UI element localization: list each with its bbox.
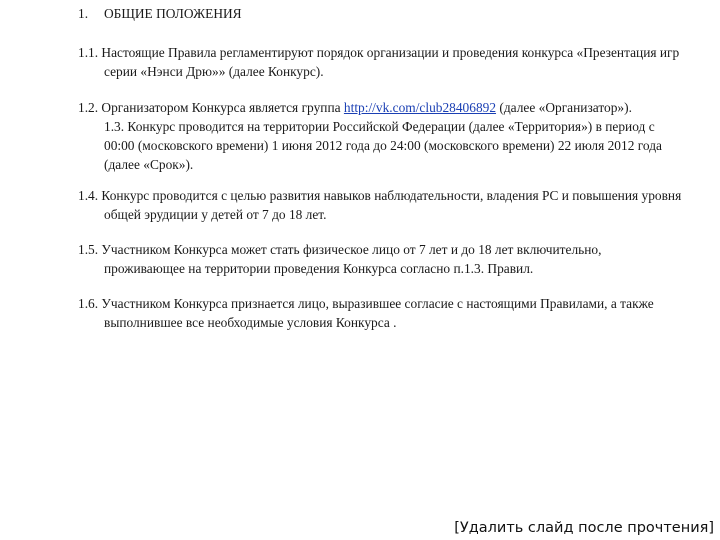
- paragraph-line: 1.6. Участником Конкурса признается лицо, выразившее согласие с настоящими Правилами, а также: [78, 296, 654, 311]
- paragraph-line: выполнившее все необходимые условия Конкурса .: [104, 315, 397, 330]
- paragraph-1-6: [78, 294, 718, 332]
- paragraph-line: 1.1. Настоящие Правила регламентируют порядок организации и проведения конкурса «Презентация игр: [78, 45, 680, 60]
- paragraph-line: 1.3. Конкурс проводится на территории Российской Федерации (далее «Территория») в период с: [104, 119, 655, 134]
- paragraph-line: серии «Нэнси Дрю»» (далее Конкурс).: [104, 64, 324, 79]
- paragraph-line: 1.4. Конкурс проводится с целью развития навыков наблюдательности, владения PC и повышения уровня: [78, 188, 682, 203]
- paragraph-line: 1.5. Участником Конкурса может стать физическое лицо от 7 лет и до 18 лет включительно,: [78, 242, 602, 257]
- vk-group-link[interactable]: http://vk.com/club28406892: [343, 100, 497, 115]
- paragraph-line: 00:00 (московского времени) 1 июня 2012 года до 24:00 (московского времени) 22 июля 2012 года: [104, 138, 662, 153]
- paragraph-1-2: [78, 98, 718, 174]
- paragraph-line: (далее «Срок»).: [104, 157, 194, 172]
- paragraph-1-5: [78, 240, 718, 278]
- delete-slide-note: [Удалить слайд после прочтения]: [454, 520, 714, 536]
- paragraph-line: [78, 98, 718, 117]
- paragraph-text: (далее «Организатор»).: [496, 100, 632, 115]
- paragraph-line: общей эрудиции у детей от 7 до 18 лет.: [104, 207, 327, 222]
- section-number: 1.: [78, 6, 89, 21]
- paragraph-1-4: [78, 186, 718, 224]
- section-title: ОБЩИЕ ПОЛОЖЕНИЯ: [104, 6, 242, 21]
- paragraph-text: 1.2. Организатором Конкурса является группа: [78, 100, 344, 115]
- paragraph-line: проживающее на территории проведения Конкурса согласно п.1.3. Правил.: [104, 261, 534, 276]
- paragraph-1-1: [78, 43, 718, 81]
- section-heading: [78, 4, 242, 23]
